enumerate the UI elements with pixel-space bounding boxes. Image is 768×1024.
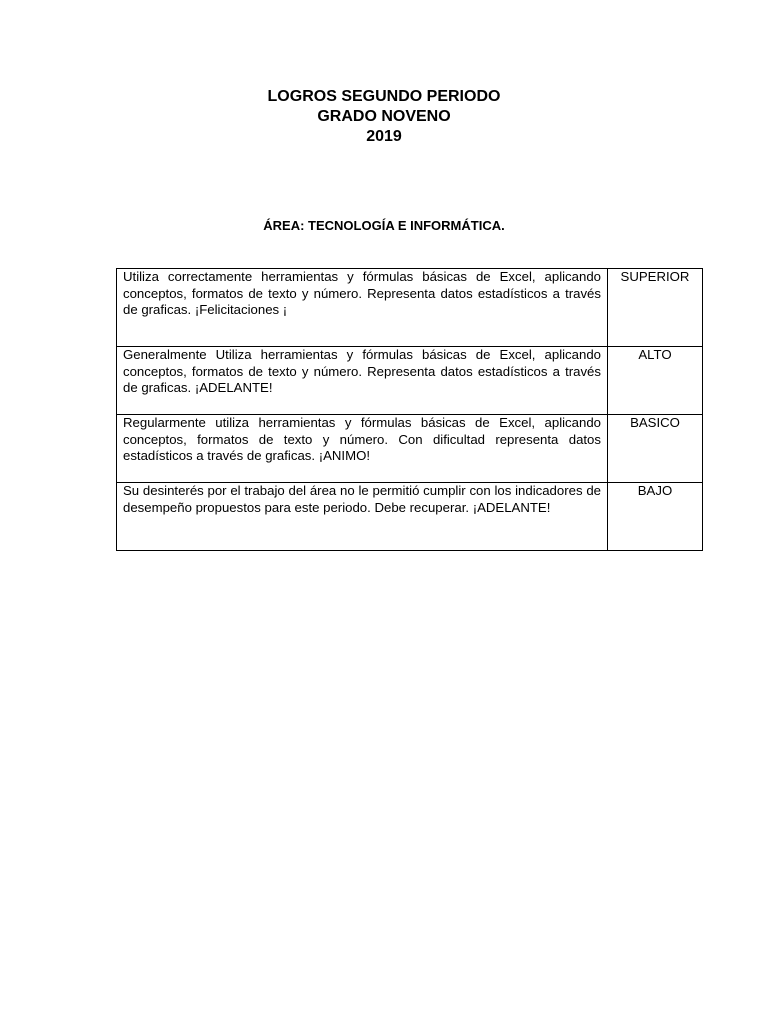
achievement-description: Generalmente Utiliza herramientas y fórmulas básicas de Excel, aplicando conceptos, formatos de texto y número. Representa datos estadísticos a través de graficas. ¡ADELANTE! — [117, 347, 608, 415]
achievement-description: Utiliza correctamente herramientas y fórmulas básicas de Excel, aplicando conceptos, formatos de texto y número. Representa datos estadísticos a través de graficas. ¡Felicitaciones ¡ — [117, 269, 608, 347]
area-heading: ÁREA: TECNOLOGÍA E INFORMÁTICA. — [263, 218, 505, 233]
achievement-description: Regularmente utiliza herramientas y fórmulas básicas de Excel, aplicando conceptos, formatos de texto y número. Con dificultad representa datos estadísticos a través de graficas. ¡ANIMO! — [117, 415, 608, 483]
table-row — [117, 483, 703, 551]
document-title — [0, 87, 768, 147]
achievement-level: BAJO — [608, 483, 703, 551]
title-line-year: 2019 — [366, 128, 402, 145]
achievement-description: Su desinterés por el trabajo del área no le permitió cumplir con los indicadores de desempeño propuestos para este periodo. Debe recuperar. ¡ADELANTE! — [117, 483, 608, 551]
achievement-level: SUPERIOR — [608, 269, 703, 347]
table-row — [117, 415, 703, 483]
table-row — [117, 269, 703, 347]
table-row — [117, 347, 703, 415]
achievement-level: BASICO — [608, 415, 703, 483]
title-line-period: LOGROS SEGUNDO PERIODO — [267, 88, 501, 105]
achievement-level: ALTO — [608, 347, 703, 415]
title-line-grade: GRADO NOVENO — [317, 108, 451, 125]
achievements-table — [116, 268, 703, 551]
